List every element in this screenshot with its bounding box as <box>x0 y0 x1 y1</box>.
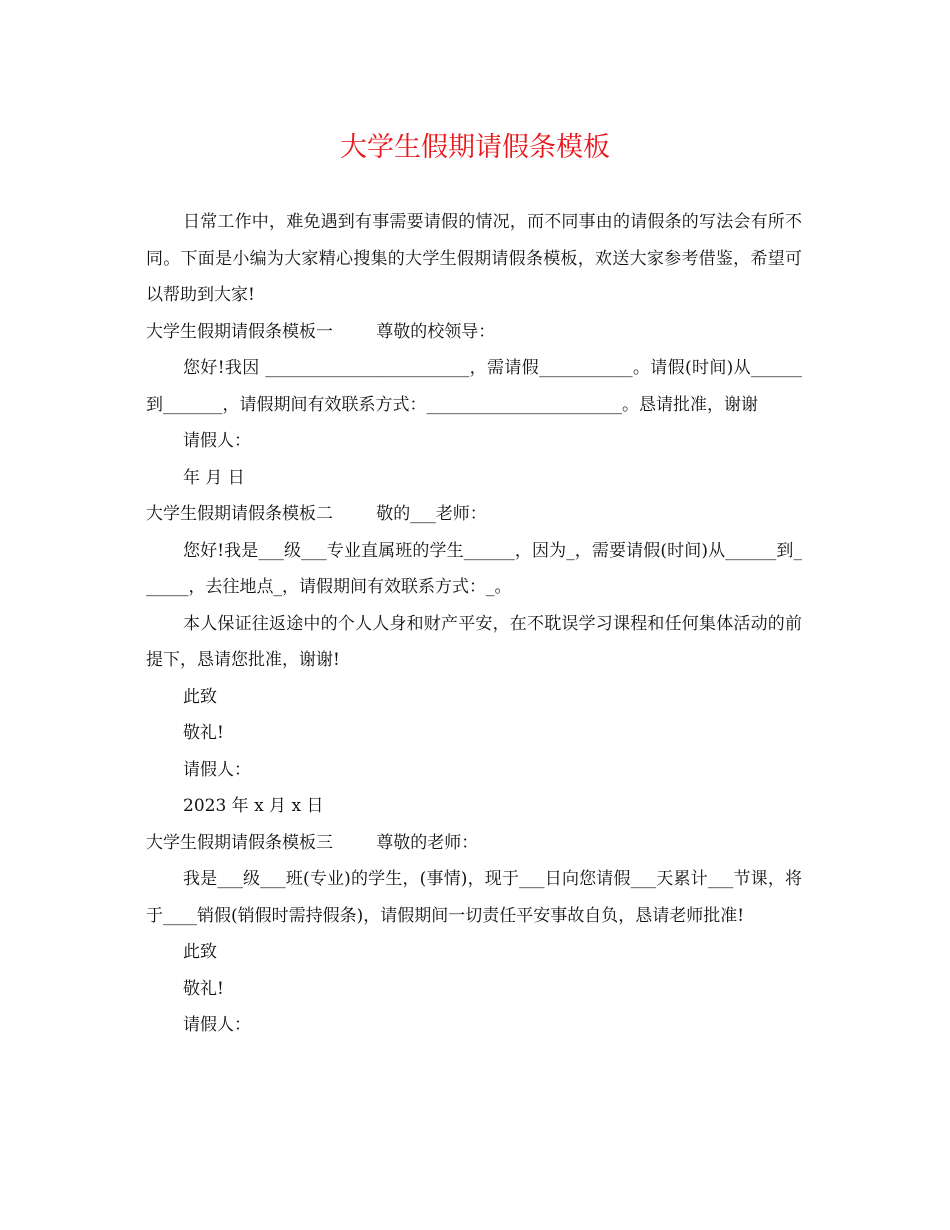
template-one-body: 您好!我因 ________________________，需请假___________。请假(时间)从______到_______，请假期间有效联系方式：_______________________。恳请批准，谢谢 <box>146 358 802 415</box>
document-body <box>146 204 802 1044</box>
template-one-heading: 大学生假期请假条模板一 尊敬的校领导： <box>146 321 496 342</box>
template-three-heading: 大学生假期请假条模板三 尊敬的老师： <box>146 832 479 853</box>
document-title: 大学生假期请假条模板 <box>340 132 610 163</box>
template-two-closing: 此致 <box>183 686 217 707</box>
template-two-heading: 大学生假期请假条模板二 敬的___老师： <box>146 504 487 524</box>
template-two-pledge: 本人保证往返途中的个人人身和财产平安，在不耽误学习课程和任何集体活动的前提下，恳请您批准，谢谢! <box>146 613 802 670</box>
template-one-date: 年 月 日 <box>183 467 245 488</box>
template-three-salute: 敬礼! <box>183 978 224 999</box>
template-two-applicant: 请假人： <box>183 759 251 780</box>
template-three-applicant: 请假人： <box>183 1015 251 1035</box>
template-three-closing: 此致 <box>183 942 217 962</box>
template-two-body: 您好!我是___级___专业直属班的学生______，因为_，需要请假(时间)从______到______，去往地点_，请假期间有效联系方式：_。 <box>146 540 802 597</box>
template-two-date: 2023 年 x 月 x 日 <box>183 796 324 816</box>
template-three-body: 我是___级___班(专业)的学生，(事情)，现于___日向您请假___天累计___节课，将于____销假(销假时需持假条)，请假期间一切责任平安事故自负，恳请老师批准! <box>146 869 802 926</box>
template-one-applicant: 请假人： <box>183 431 251 451</box>
template-two-salute: 敬礼! <box>183 723 224 743</box>
intro-paragraph: 日常工作中，难免遇到有事需要请假的情况，而不同事由的请假条的写法会有所不同。下面是小编为大家精心搜集的大学生假期请假条模板，欢送大家参考借鉴，希望可以帮助到大家! <box>146 212 802 305</box>
